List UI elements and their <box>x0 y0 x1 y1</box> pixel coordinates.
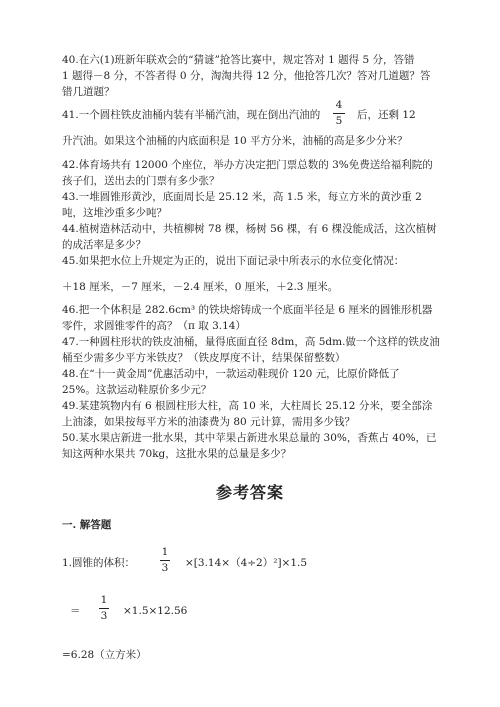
question-47-line1: 47.一种圆柱形状的铁皮油桶，量得底面直径 8dm，高 5dm.做一个这样的铁皮油 <box>62 336 440 348</box>
fraction-bar <box>160 560 170 561</box>
answer-1-pre: 1.圆锥的体积： <box>62 557 136 569</box>
question-49-line2: 上油漆，如果按每平方米的油漆费为 80 元计算，需用多少钱？ <box>62 416 356 428</box>
answer-1-fraction <box>160 546 170 575</box>
question-48-line1: 48.在“十一黄金周”优惠活动中，一款运动鞋现价 120 元，比原价降低了 <box>62 368 400 380</box>
question-43-line1: 43.一堆圆锥形黄沙，底面周长是 25.12 米，高 1.5 米，每立方米的黄沙重 2 <box>62 191 422 203</box>
answer-2-fraction-denominator: 3 <box>100 610 108 622</box>
answer-2-post: ×1.5×12.56 <box>123 605 188 617</box>
fraction-bar <box>99 608 109 609</box>
question-40-line3: 错几道题？ <box>62 86 115 98</box>
fraction-bar <box>333 113 345 114</box>
question-45-values: ＋18 厘米，－7 厘米，－2.4 厘米，0 厘米，＋2.3 厘米。 <box>62 281 339 293</box>
answer-2-fraction <box>99 594 109 623</box>
answer-3: =6.28（立方米） <box>62 649 147 661</box>
question-48-line2: 25%。这款运动鞋原价多少元？ <box>62 384 212 396</box>
answer-1-fraction-denominator: 3 <box>161 562 169 574</box>
question-40-line1: 40.在六(1)班新年联欢会的“猜谜”抢答比赛中，规定答对 1 题得 5 分，答错 <box>62 54 415 66</box>
answers-title: 参考答案 <box>215 483 284 502</box>
question-41-fraction-denominator: 5 <box>335 115 343 127</box>
question-41-fraction-numerator: 4 <box>335 99 343 111</box>
question-45-line1: 45.如果把水位上升规定为正的，说出下面记录中所表示的水位变化情况： <box>62 255 405 267</box>
question-42-line1: 42.体育场共有 12000 个座位，举办方决定把门票总数的 3%免费送给福利院的 <box>62 159 433 171</box>
question-44-line1: 44.植树造林活动中，共植柳树 78 棵，杨树 56 棵，有 6 棵没能成活，这次植树 <box>62 223 437 235</box>
question-47-line2: 桶至少需多少平方米铁皮？（铁皮厚度不计，结果保留整数） <box>62 352 346 364</box>
question-44-line2: 的成活率是多少？ <box>62 239 146 251</box>
question-46-line1: 46.把一个体积是 282.6cm³ 的铁块熔铸成一个底面半径是 6 厘米的圆锥形机器 <box>62 304 433 316</box>
answer-2-pre: ＝ <box>70 605 81 617</box>
answer-1-post: ×[3.14×（4÷2）²]×1.5 <box>185 557 308 569</box>
question-42-line2: 孩子们，送出去的门票有多少张？ <box>62 175 220 187</box>
question-43-line2: 吨，这堆沙重多少吨？ <box>62 207 167 219</box>
question-40-line2: 1 题得－8 分，不答者得 0 分，淘淘共得 12 分，他抢答几次？答对几道题？答 <box>62 70 431 82</box>
question-41-fraction <box>333 99 345 128</box>
question-41-line2: 升汽油。如果这个油桶的内底面积是 10 平方分米，油桶的高是多少分米？ <box>62 135 408 147</box>
answer-2-fraction-numerator: 1 <box>100 594 108 606</box>
question-50-line2: 知这两种水果共 70kg，这批水果的总量是多少？ <box>62 448 292 460</box>
question-46-line2: 零件，求圆锥零件的高？（π 取 3.14） <box>62 320 246 332</box>
answer-1-fraction-numerator: 1 <box>161 546 169 558</box>
question-49-line1: 49.某建筑物内有 6 根圆柱形大柱，高 10 米，大柱周长 25.12 分米，要全部涂 <box>62 400 433 412</box>
question-41-pre: 41.一个圆柱铁皮油桶内装有半桶汽油，现在倒出汽油的 <box>62 109 321 121</box>
question-50-line1: 50.某水果店新进一批水果，其中苹果占新进水果总量的 30%，香蕉占 40%，已 <box>62 432 437 444</box>
answers-section-heading: 一. 解答题 <box>62 519 112 531</box>
question-41-post: 后，还剩 12 <box>357 109 416 121</box>
